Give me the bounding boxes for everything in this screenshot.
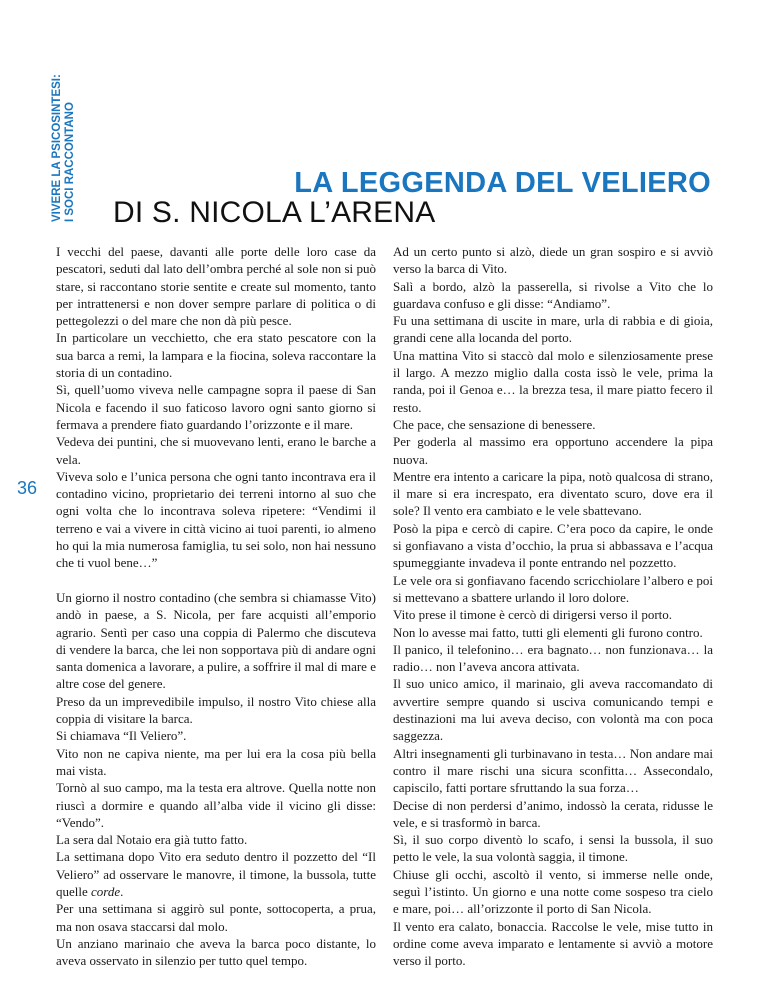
paragraph: Una mattina Vito si staccò dal molo e silenziosamente prese il largo. A mezzo miglio dalla costa issò le vele, prima la randa, poi il Genoa e… la brezza tesa, il mare piatto fecero il resto. [393, 347, 713, 415]
paragraph: Salì a bordo, alzò la passerella, si rivolse a Vito che lo guardava confuso e gli disse: “Andiamo”. [393, 278, 713, 311]
paragraph: La sera dal Notaio era già tutto fatto. [56, 832, 248, 848]
paragraph: Tornò al suo campo, ma la testa era altrove. Quella notte non riuscì a dormire e quando all’alba vide il vicino gli disse: “Vendo”. [56, 780, 376, 830]
paragraph: Il panico, il telefonino… era bagnato… non funzionava… la radio… non l’aveva ancora attivata. [393, 641, 713, 675]
paragraph: Non lo avesse mai fatto, tutti gli elementi gli furono contro. [393, 624, 703, 640]
paragraph: Vito non ne capiva niente, ma per lui era la cosa più bella mai vista. [56, 745, 376, 778]
paragraph: Sì, quell’uomo viveva nelle campagne sopra il paese di San Nicola e facendo il suo faticoso lavoro ogni santo giorno si fermava a prendere fiato guardando l’orizzonte e il mare. [56, 382, 376, 432]
paragraph: Per goderla al massimo era opportuno accendere la pipa nuova. [393, 434, 713, 467]
paragraph: Vito prese il timone è cercò di dirigersi verso il porto. [393, 607, 673, 623]
italic-word: corde [91, 883, 121, 899]
section-label [51, 58, 76, 222]
paragraph: Posò la pipa e cercò di capire. C’era poco da capire, le onde si gonfiavano a vista d’occhio, la prua si abbassava e l’acqua spumeggiante invadeva il ponte entrando nel pozzetto. [393, 520, 713, 571]
text-run: La settimana dopo Vito era seduto dentro il pozzetto del “Il Veliero” ad osservare le manovre, il timone, la bussola, tutte quelle [56, 849, 376, 899]
paragraph: Ad un certo punto si alzò, diede un gran sospiro e si avviò verso la barca di Vito. [393, 244, 713, 277]
text-run: . [120, 883, 124, 899]
paragraph: Vedeva dei puntini, che si muovevano lenti, erano le barche a vela. [56, 434, 376, 467]
paragraph: Preso da un imprevedibile impulso, il nostro Vito chiese alla coppia di visitare la barca. [56, 693, 376, 727]
paragraph: Si chiamava “Il Veliero”. [56, 728, 187, 744]
paragraph [56, 848, 376, 900]
paragraph: Per una settimana si aggirò sul ponte, sottocoperta, a prua, ma non osava staccarsi dal molo. [56, 901, 376, 934]
paragraph: Un giorno il nostro contadino (che sembra si chiamasse Vito) andò in paese, a S. Nicola, per fare acquisti all’emporio agrario. Sentì per caso una coppia di Palermo che discuteva di vendere la barca, che lei non sopportava più di andare ogni santa domenica a lavorare, a pulire, a soffrire il mal di mare e altre cose del genere. [56, 589, 376, 692]
paragraph: Il suo unico amico, il marinaio, gli aveva raccomandato di avvertire sempre quando si usciva comunicando tempi e destinazioni ma lui aveva deciso, con volontà ma con poca saggezza. [393, 676, 713, 744]
paragraph: Mentre era intento a caricare la pipa, notò qualcosa di strano, il mare si era increspato, era diventato scuro, dove era il sole? Il vento era cambiato e le vele sbattevano. [393, 468, 713, 519]
page-number: 36 [17, 478, 38, 498]
paragraph: Viveva solo e l’unica persona che ogni tanto incontrava era il contadino vicino, proprietario dei terreni intorno al suo che ogni volta che lo incontrava soleva ripetere: “Vendimi il terreno e vai a vivere in città vicino ai tuoi parenti, io almeno ho qui la mia numerosa famiglia, tu sei solo, non hai nessuno che ti vuol bene…” [56, 468, 376, 571]
article-title-line1: LA LEGGENDA DEL VELIERO [294, 167, 711, 199]
left-column [56, 243, 376, 969]
article-title-line2: DI S. NICOLA L’ARENA [113, 196, 436, 229]
paragraph: Altri insegnamenti gli turbinavano in testa… Non andare mai contro il mare rischi una sicura sconfitta… Assecondalo, capiscilo, fatti portare sfruttando la sua forza… [393, 745, 713, 796]
paragraph: Fu una settimana di uscite in mare, urla di rabbia e di gioia, grandi cene alla locanda del porto. [393, 313, 713, 346]
right-column [393, 243, 713, 969]
section-label-line2: I SOCI RACCONTANO [64, 102, 76, 222]
paragraph: Il vento era calato, bonaccia. Raccolse le vele, mise tutto in ordine come aveva imparato e lentamente si avviò a motore verso il porto. [393, 918, 713, 969]
paragraph: I vecchi del paese, davanti alle porte delle loro case da pescatori, seduti dal lato dell’ombra perché al sole non si può stare, si raccontano storie sentite e create sul momento, tanto per intrattenersi e non dover sempre parlare di politica o di pettegolezzi o del mare che non dà più pesce. [56, 244, 376, 329]
paragraph: Un anziano marinaio che aveva la barca poco distante, lo aveva osservato in silenzio per tutto quel tempo. [56, 935, 376, 969]
paragraph: In particolare un vecchietto, che era stato pescatore con la sua barca a remi, la lampara e la fiocina, soleva raccontare la storia di un contadino. [56, 330, 376, 381]
paragraph: Sì, il suo corpo diventò lo scafo, i sensi la bussola, il suo petto le vele, la sua volontà saggia, il timone. [393, 832, 713, 865]
paragraph: Decise di non perdersi d’animo, indossò la cerata, ridusse le vele, e si trasformò in barca. [393, 797, 713, 830]
paragraph: Le vele ora si gonfiavano facendo scricchiolare l’albero e poi si mettevano a sbattere urlando il loro dolore. [393, 572, 713, 605]
paragraph: Chiuse gli occhi, ascoltò il vento, si immerse nelle onde, seguì l’istinto. Un giorno e una notte come sospeso tra cielo e mare, poi… all’orizzonte il porto di San Nicola. [393, 866, 713, 917]
section-label-line1: VIVERE LA PSICOSINTESI: [51, 74, 63, 222]
paragraph: Che pace, che sensazione di benessere. [393, 416, 596, 432]
